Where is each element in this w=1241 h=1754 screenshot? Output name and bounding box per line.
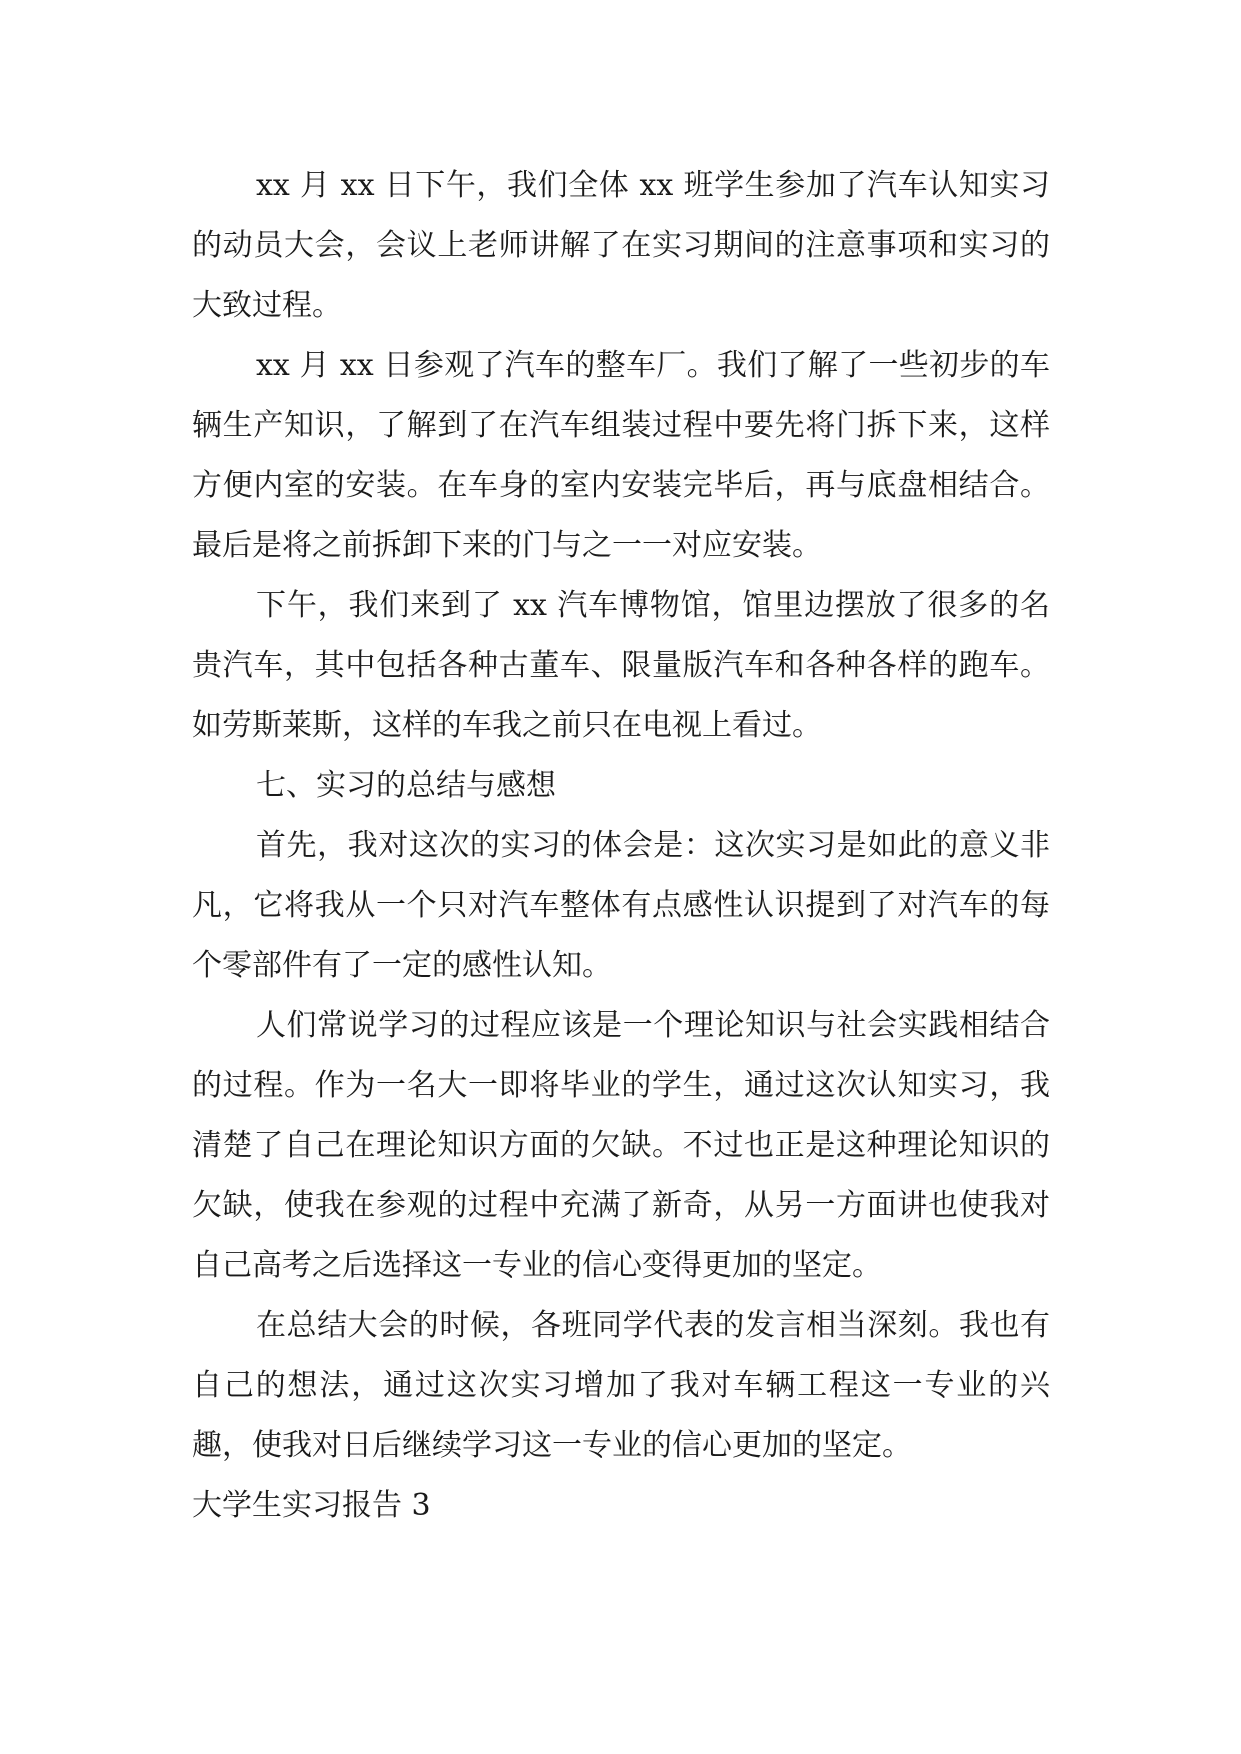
section-heading-summary: 七、实习的总结与感想 xyxy=(256,768,556,803)
paragraph-museum: 下午，我们来到了 xx 汽车博物馆，馆里边摆放了很多的名贵汽车，其中包括各种古董车、限量版汽车和各种各样的跑车。如劳斯莱斯，这样的车我之前只在电视上看过。 xyxy=(192,588,1050,743)
report-title-3: 大学生实习报告 3 xyxy=(192,1488,431,1523)
paragraph-day2-factory: xx 月 xx 日参观了汽车的整车厂。我们了解了一些初步的车辆生产知识，了解到了在汽车组装过程中要先将门拆下来，这样方便内室的安装。在车身的室内安装完毕后，再与底盘相结合。最后是将之前拆卸下来的门与之一一对应安装。 xyxy=(192,348,1050,563)
paragraph-first-impression: 首先，我对这次的实习的体会是：这次实习是如此的意义非凡，它将我从一个只对汽车整体有点感性认识提到了对汽车的每个零部件有了一定的感性认知。 xyxy=(192,828,1050,983)
paragraph-summary-meeting: 在总结大会的时候，各班同学代表的发言相当深刻。我也有自己的想法，通过这次实习增加了我对车辆工程这一专业的兴趣，使我对日后继续学习这一专业的信心更加的坚定。 xyxy=(192,1308,1050,1463)
paragraph-day1-mobilization: xx 月 xx 日下午，我们全体 xx 班学生参加了汽车认知实习的动员大会，会议上老师讲解了在实习期间的注意事项和实习的大致过程。 xyxy=(192,168,1050,323)
document-body xyxy=(192,156,1050,1536)
paragraph-theory-practice: 人们常说学习的过程应该是一个理论知识与社会实践相结合的过程。作为一名大一即将毕业的学生，通过这次认知实习，我清楚了自己在理论知识方面的欠缺。不过也正是这种理论知识的欠缺，使我在参观的过程中充满了新奇，从另一方面讲也使我对自己高考之后选择这一专业的信心变得更加的坚定。 xyxy=(192,1008,1050,1283)
